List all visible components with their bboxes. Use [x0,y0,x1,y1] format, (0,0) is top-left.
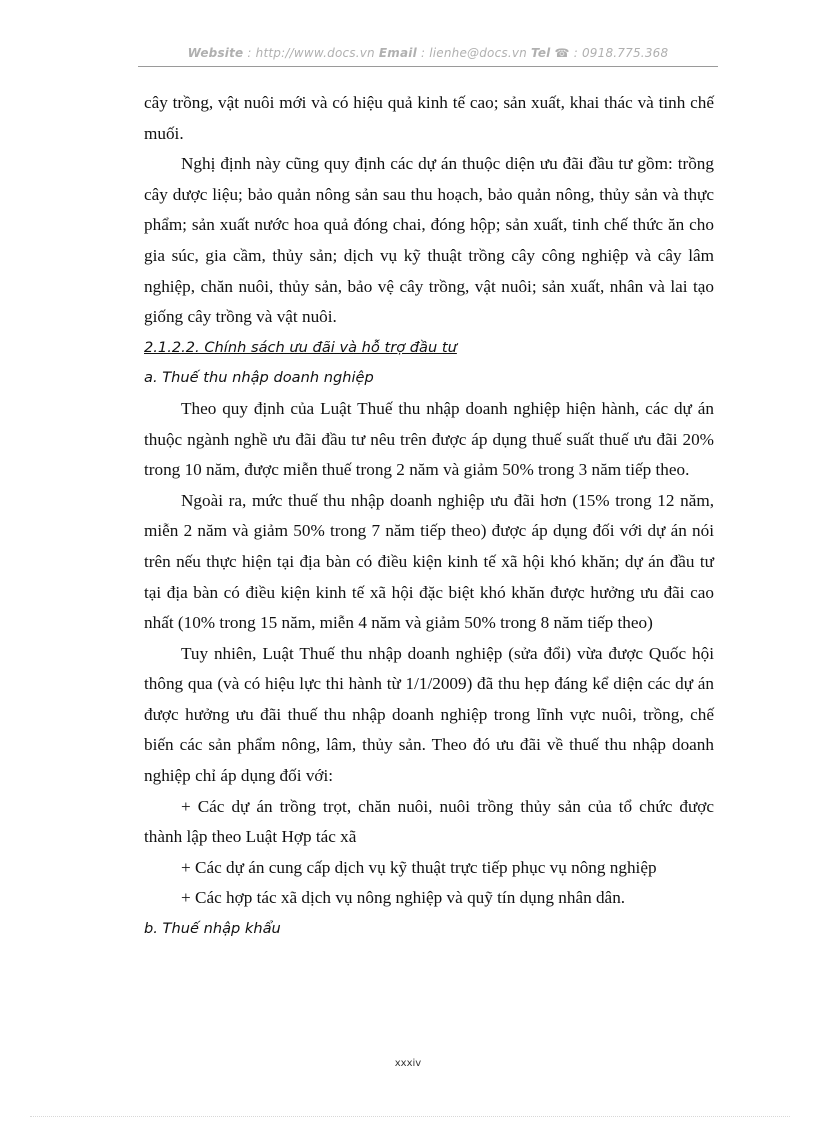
email-label: Email [378,46,417,60]
website-label: Website [187,46,244,60]
header-divider [138,66,718,67]
paragraph-2: Nghị định này cũng quy định các dự án thuộc diện ưu đãi đầu tư gồm: trồng cây dược liệu; bảo quản nông sản sau thu hoạch, bảo quản nông, thủy sản và thực phẩm; sản xuất nước hoa quả đóng chai, đóng hộp; sản xuất, tinh chế thức ăn cho gia súc, gia cầm, thủy sản; dịch vụ kỹ thuật trồng cây công nghiệp và cây lâm nghiệp, chăn nuôi, thủy sản, bảo vệ cây trồng, vật nuôi; sản xuất, nhân và lai tạo giống cây trồng và vật nuôi. [144,154,714,327]
phone-icon: ☎ [554,46,570,60]
paragraph-3: Theo quy định của Luật Thuế thu nhập doanh nghiệp hiện hành, các dự án thuộc ngành nghề ưu đãi đầu tư nêu trên được áp dụng thuế suất thuế ưu đãi 20% trong 10 năm, được miễn thuế trong 2 năm và giảm 50% trong 3 năm tiếp theo. [144,398,714,480]
subsection-heading-a: a. Thuế thu nhập doanh nghiệp [144,369,374,387]
email-value: : lienhe@docs.vn [420,46,527,60]
section-heading: 2.1.2.2. Chính sách ưu đãi và hỗ trợ đầu tư [144,338,457,356]
bullet-3: + Các hợp tác xã dịch vụ nông nghiệp và quỹ tín dụng nhân dân. [181,888,626,908]
website-value: : http://www.docs.vn [247,46,375,60]
paragraph-4: Ngoài ra, mức thuế thu nhập doanh nghiệp ưu đãi hơn (15% trong 12 năm, miễn 2 năm và giảm 50% trong 7 năm tiếp theo) được áp dụng đối với dự án nói trên nếu thực hiện tại địa bàn có điều kiện kinh tế xã hội khó khăn; dự án đầu tư tại địa bàn có điều kiện kinh tế xã hội đặc biệt khó khăn được hưởng ưu đãi cao nhất (10% trong 15 năm, miễn 4 năm và giảm 50% trong 8 năm tiếp theo) [144,490,714,633]
document-body [144,88,714,945]
page-number: xxxiv [394,1058,422,1069]
page-header [138,46,718,60]
paragraph-5: Tuy nhiên, Luật Thuế thu nhập doanh nghiệp (sửa đổi) vừa được Quốc hội thông qua (và có hiệu lực thi hành từ 1/1/2009) đã thu hẹp đáng kể diện các dự án được hưởng ưu đãi thuế thu nhập doanh nghiệp trong lĩnh vực nuôi, trồng, chế biến các sản phẩm nông, lâm, thủy sản. Theo đó ưu đãi về thuế thu nhập doanh nghiệp chỉ áp dụng đối với: [144,643,714,786]
bullet-1: + Các dự án trồng trọt, chăn nuôi, nuôi trồng thủy sản của tổ chức được thành lập theo Luật Hợp tác xã [144,796,714,847]
paragraph-1: cây trồng, vật nuôi mới và có hiệu quả kinh tế cao; sản xuất, khai thác và tinh chế muối. [144,93,714,143]
subsection-heading-b: b. Thuế nhập khẩu [144,920,281,938]
tel-value: : 0918.775.368 [573,46,669,60]
page-bottom-divider [30,1116,790,1117]
tel-label: Tel [531,46,551,60]
bullet-2: + Các dự án cung cấp dịch vụ kỹ thuật trực tiếp phục vụ nông nghiệp [181,857,657,877]
